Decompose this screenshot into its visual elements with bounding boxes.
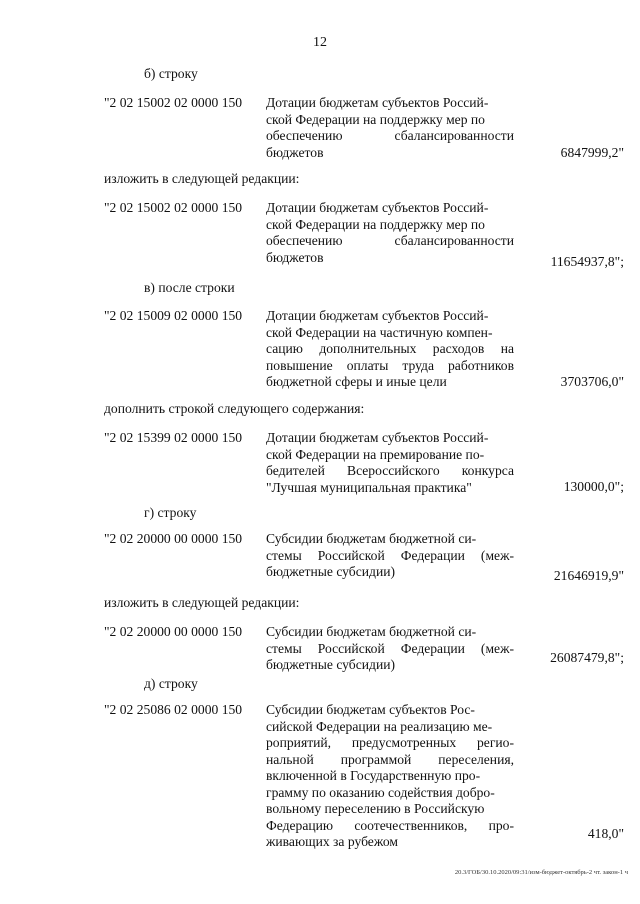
description-line: сийской Федерации на реализацию ме- <box>266 718 493 734</box>
budget-description <box>266 531 514 581</box>
description-line: стемы Российской Федерации (меж- <box>266 640 514 656</box>
description-line: Дотации бюджетам субъектов Россий- <box>266 308 489 323</box>
description-line: нальной программой переселения, <box>266 751 514 767</box>
description-line: Дотации бюджетам субъектов Россий- <box>266 95 489 110</box>
section-label: д) строку <box>144 676 198 691</box>
description-line: грамму по оказанию содействия добро- <box>266 784 495 800</box>
description-line: ской Федерации на частичную компен- <box>266 324 493 340</box>
budget-amount: 11654937,8"; <box>550 254 624 269</box>
budget-description <box>266 430 514 496</box>
description-line: Федерацию соотечественников, про- <box>266 817 514 833</box>
description-line: бедителей Всероссийского конкурса <box>266 463 514 478</box>
budget-code: "2 02 15009 02 0000 150 <box>104 308 243 323</box>
budget-amount: 3703706,0" <box>560 374 624 389</box>
description-line: Субсидии бюджетам бюджетной си- <box>266 531 477 546</box>
description-line: бюджетов <box>266 249 324 265</box>
description-line: Дотации бюджетам субъектов Россий- <box>266 200 489 215</box>
section-label: изложить в следующей редакции: <box>104 171 300 186</box>
budget-amount: 6847999,2" <box>560 145 624 160</box>
budget-amount: 130000,0"; <box>563 479 624 494</box>
description-line: роприятий, предусмотренных регио- <box>266 735 514 750</box>
budget-code: "2 02 15002 02 0000 150 <box>104 95 243 110</box>
budget-description <box>266 702 514 851</box>
description-line: Субсидии бюджетам бюджетной си- <box>266 624 477 639</box>
budget-code: "2 02 15399 02 0000 150 <box>104 430 243 445</box>
description-line: включенной в Государственную про- <box>266 768 481 783</box>
budget-amount: 418,0" <box>587 826 624 841</box>
description-line: сацию дополнительных расходов на <box>266 341 514 356</box>
description-line: повышение оплаты труда работников <box>266 357 514 373</box>
description-line: Дотации бюджетам субъектов Россий- <box>266 430 489 445</box>
description-line: ской Федерации на поддержку мер по <box>266 216 485 232</box>
budget-description <box>266 308 514 391</box>
budget-description <box>266 624 514 674</box>
budget-code: "2 02 15002 02 0000 150 <box>104 200 243 215</box>
description-line: обеспечению сбалансированности <box>266 233 514 248</box>
document-footer: 20.3/ГОБ/30.10.2020/09:31/изм-бюджет-октябрь-2 чт. закон-1 ч <box>454 869 628 876</box>
description-line: стемы Российской Федерации (меж- <box>266 547 514 563</box>
page-number: 12 <box>313 35 327 50</box>
description-line: Субсидии бюджетам субъектов Рос- <box>266 702 475 717</box>
description-line: ской Федерации на премирование по- <box>266 446 485 462</box>
description-line: бюджетные субсидии) <box>266 657 396 672</box>
description-line: бюджетов <box>266 144 324 160</box>
description-line: вольному переселению в Российскую <box>266 801 485 816</box>
section-label: г) строку <box>144 505 197 520</box>
budget-code: "2 02 20000 00 0000 150 <box>104 624 243 639</box>
section-label: изложить в следующей редакции: <box>104 595 300 610</box>
budget-code: "2 02 25086 02 0000 150 <box>104 702 243 717</box>
description-line: ской Федерации на поддержку мер по <box>266 111 485 127</box>
budget-amount: 21646919,9" <box>553 568 624 583</box>
budget-description <box>266 200 514 266</box>
section-label: в) после строки <box>144 280 235 295</box>
description-line: обеспечению сбалансированности <box>266 128 514 143</box>
budget-amount: 26087479,8"; <box>550 650 624 665</box>
budget-code: "2 02 20000 00 0000 150 <box>104 531 243 546</box>
description-line: живающих за рубежом <box>266 834 399 849</box>
section-label: дополнить строкой следующего содержания: <box>104 401 365 416</box>
description-line: бюджетные субсидии) <box>266 564 396 579</box>
budget-description <box>266 95 514 161</box>
description-line: бюджетной сферы и иные цели <box>266 374 447 389</box>
section-label: б) строку <box>144 66 198 81</box>
description-line: "Лучшая муниципальная практика" <box>266 479 472 495</box>
